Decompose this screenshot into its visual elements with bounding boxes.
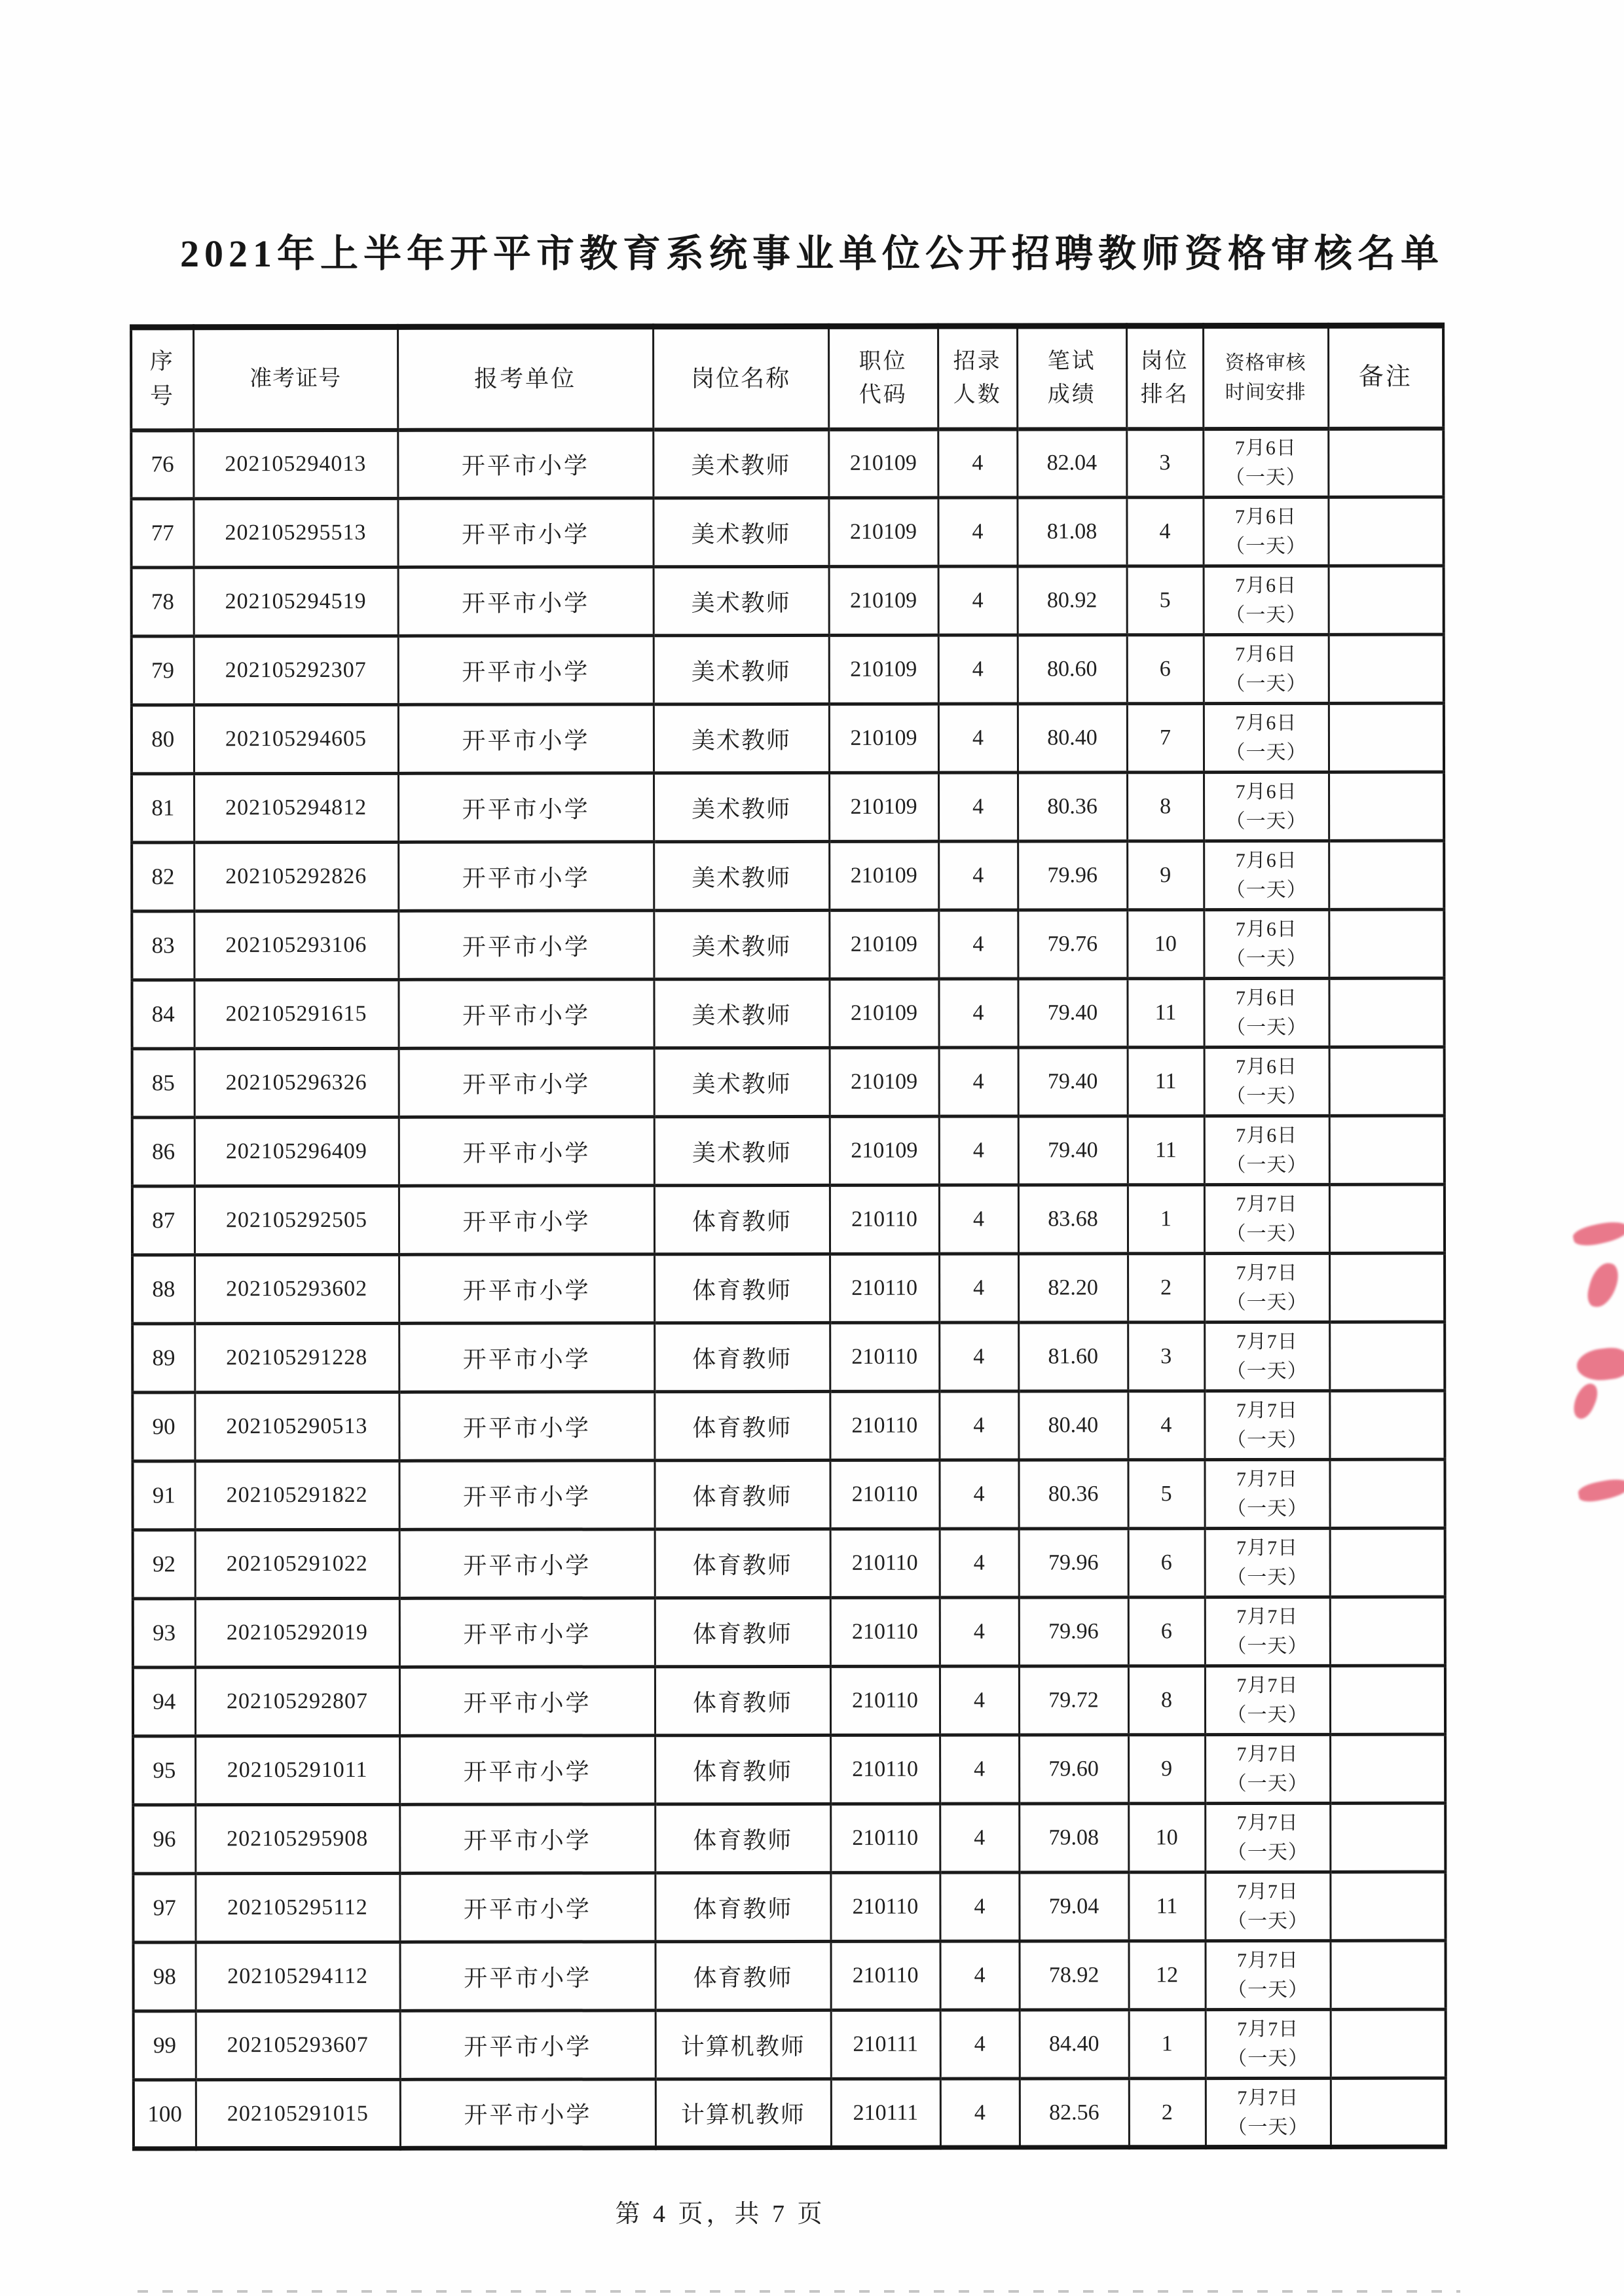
cell-recruit: 4	[940, 1872, 1019, 1941]
cell-remark	[1329, 1459, 1445, 1528]
table-row	[134, 2009, 1446, 2080]
table-row	[132, 909, 1444, 980]
cell-rank: 8	[1127, 773, 1204, 841]
cell-ticket: 202105293602	[194, 1254, 399, 1323]
cell-score: 79.72	[1019, 1666, 1128, 1735]
cell-score: 81.08	[1017, 498, 1126, 566]
cell-recruit: 4	[940, 2010, 1020, 2079]
cell-position: 体育教师	[655, 1735, 830, 1804]
cell-recruit: 4	[939, 1391, 1018, 1460]
cell-score: 80.60	[1018, 635, 1127, 704]
cell-recruit: 4	[939, 1185, 1018, 1254]
cell-seq: 84	[132, 980, 194, 1049]
cell-code: 210109	[829, 635, 938, 704]
table-body	[131, 428, 1446, 2149]
cell-score: 84.40	[1020, 2010, 1129, 2079]
cell-code: 210109	[829, 841, 938, 910]
cell-code: 210110	[830, 1666, 940, 1735]
cell-ticket: 202105294112	[196, 1942, 400, 2011]
cell-code: 210110	[830, 1254, 939, 1322]
cell-seq: 80	[132, 705, 194, 774]
page-title: 2021年上半年开平市教育系统事业单位公开招聘教师资格审核名单	[179, 232, 1444, 275]
cell-schedule: 7月7日 （一天）	[1204, 1391, 1329, 1459]
cell-unit: 开平市小学	[398, 979, 654, 1049]
cell-schedule: 7月7日 （一天）	[1205, 1872, 1330, 1941]
table-row	[132, 772, 1444, 843]
table-row	[133, 1803, 1445, 1874]
table-row	[132, 1184, 1445, 1255]
cell-rank: 12	[1129, 1941, 1206, 2010]
cell-remark	[1328, 497, 1443, 566]
cell-score: 79.04	[1019, 1872, 1128, 1941]
cell-seq: 92	[133, 1530, 195, 1599]
cell-ticket: 202105293607	[196, 2011, 400, 2079]
cell-ticket: 202105290513	[194, 1392, 399, 1461]
cell-schedule: 7月7日 （一天）	[1204, 1184, 1329, 1253]
cell-unit: 开平市小学	[399, 1873, 655, 1942]
cell-schedule: 7月7日 （一天）	[1206, 2078, 1331, 2147]
cell-schedule: 7月6日 （一天）	[1204, 566, 1329, 634]
cell-code: 210110	[830, 1804, 940, 1872]
cell-schedule: 7月7日 （一天）	[1206, 2009, 1331, 2078]
cell-position: 美术教师	[654, 841, 829, 910]
cell-remark	[1329, 1391, 1445, 1459]
cell-code: 210109	[829, 773, 938, 841]
table-row	[132, 634, 1444, 705]
cell-code: 210110	[830, 1391, 939, 1460]
cell-recruit: 4	[940, 1735, 1019, 1804]
cell-schedule: 7月7日 （一天）	[1205, 1597, 1330, 1666]
cell-ticket: 202105294605	[194, 704, 398, 773]
cell-position: 美术教师	[654, 635, 829, 704]
cell-seq: 91	[132, 1461, 194, 1530]
cell-ticket: 202105295513	[193, 498, 397, 567]
cell-unit: 开平市小学	[400, 2079, 655, 2149]
column-header-remark: 备注	[1328, 325, 1443, 428]
cell-score: 79.76	[1018, 910, 1127, 979]
cell-ticket: 202105295908	[195, 1804, 399, 1873]
cell-schedule: 7月6日 （一天）	[1204, 1116, 1329, 1184]
table-row	[132, 1047, 1445, 1118]
table-row	[134, 1941, 1446, 2011]
cell-position: 体育教师	[654, 1322, 830, 1391]
cell-ticket: 202105291022	[195, 1529, 399, 1598]
cell-rank: 8	[1128, 1666, 1205, 1735]
cell-unit: 开平市小学	[399, 1186, 654, 1255]
cell-score: 79.40	[1018, 979, 1127, 1048]
cell-seq: 85	[132, 1049, 194, 1118]
table-row	[133, 1734, 1445, 1805]
table-container	[130, 323, 1445, 2151]
cell-code: 210109	[829, 979, 938, 1048]
cell-schedule: 7月7日 （一天）	[1204, 1253, 1329, 1322]
cell-schedule: 7月7日 （一天）	[1205, 1734, 1330, 1803]
cell-rank: 6	[1127, 635, 1204, 704]
cell-seq: 94	[133, 1667, 195, 1736]
cell-remark	[1330, 1872, 1445, 1941]
cell-remark	[1329, 634, 1444, 703]
cell-remark	[1330, 1734, 1445, 1803]
page-footer: 第 4 页，共 7 页	[615, 2200, 826, 2228]
cell-position: 体育教师	[655, 1666, 830, 1735]
cell-schedule: 7月7日 （一天）	[1205, 1666, 1330, 1734]
cell-unit: 开平市小学	[398, 911, 654, 980]
cell-rank: 10	[1127, 910, 1204, 979]
cell-score: 79.96	[1019, 1597, 1128, 1666]
cell-code: 210110	[831, 1941, 940, 2010]
cell-position: 美术教师	[654, 566, 829, 635]
cell-rank: 6	[1128, 1597, 1205, 1666]
cell-rank: 10	[1128, 1804, 1205, 1872]
cell-position: 体育教师	[655, 1597, 830, 1666]
table-row	[132, 1116, 1445, 1186]
cell-unit: 开平市小学	[398, 842, 654, 911]
table-row	[134, 2078, 1446, 2149]
cell-unit: 开平市小学	[399, 1667, 655, 1736]
cell-rank: 5	[1128, 1460, 1204, 1529]
header-row	[131, 325, 1443, 430]
cell-code: 210111	[831, 2079, 940, 2147]
cell-unit: 开平市小学	[399, 1529, 655, 1599]
column-header-position: 岗位名称	[653, 326, 828, 429]
column-header-rank: 岗位 排名	[1126, 326, 1203, 429]
cell-seq: 98	[134, 1942, 196, 2011]
cell-position: 体育教师	[654, 1254, 830, 1322]
cell-position: 美术教师	[653, 498, 828, 566]
cell-schedule: 7月6日 （一天）	[1204, 841, 1329, 909]
cell-recruit: 4	[940, 2079, 1020, 2147]
cell-unit: 开平市小学	[399, 1323, 654, 1393]
cell-unit: 开平市小学	[399, 1392, 654, 1461]
cell-rank: 7	[1127, 704, 1204, 773]
cell-unit: 开平市小学	[400, 1942, 655, 2011]
cell-schedule: 7月6日 （一天）	[1204, 909, 1329, 978]
column-header-unit: 报考单位	[397, 327, 653, 430]
cell-schedule: 7月6日 （一天）	[1203, 428, 1328, 497]
cell-code: 210109	[829, 704, 938, 773]
table-row	[133, 1872, 1445, 1942]
cell-unit: 开平市小学	[399, 1461, 654, 1530]
cell-recruit: 4	[940, 1804, 1019, 1872]
cell-position: 体育教师	[654, 1391, 830, 1460]
cell-unit: 开平市小学	[398, 704, 654, 774]
cell-ticket: 202105292019	[195, 1598, 399, 1667]
cell-ticket: 202105294013	[193, 429, 397, 498]
cell-rank: 1	[1128, 1185, 1204, 1254]
cell-ticket: 202105292505	[194, 1186, 399, 1254]
red-ink-mark-3	[1575, 1345, 1624, 1383]
cell-schedule: 7月7日 （一天）	[1205, 1803, 1330, 1872]
cell-code: 210109	[828, 498, 938, 566]
cell-recruit: 4	[938, 979, 1018, 1048]
cell-score: 80.36	[1018, 1460, 1128, 1529]
cell-unit: 开平市小学	[398, 636, 654, 705]
cell-rank: 5	[1127, 566, 1204, 635]
red-ink-mark-4	[1569, 1380, 1602, 1421]
cell-remark	[1330, 1666, 1445, 1734]
cell-recruit: 4	[938, 773, 1018, 841]
cell-seq: 77	[131, 499, 193, 568]
cell-code: 210109	[829, 566, 938, 635]
cell-seq: 93	[133, 1599, 195, 1667]
cell-unit: 开平市小学	[399, 1804, 655, 1874]
cell-rank: 11	[1127, 979, 1204, 1048]
cell-schedule: 7月6日 （一天）	[1203, 497, 1328, 566]
cell-position: 体育教师	[655, 1529, 830, 1597]
cell-remark	[1329, 772, 1444, 841]
cell-score: 79.96	[1019, 1529, 1128, 1597]
cell-recruit: 4	[939, 1048, 1018, 1116]
cell-seq: 83	[132, 911, 194, 980]
column-header-score: 笔试 成绩	[1017, 326, 1126, 429]
cell-score: 79.40	[1018, 1116, 1128, 1185]
cell-seq: 81	[132, 774, 194, 843]
cell-recruit: 4	[938, 566, 1018, 635]
cell-ticket: 202105292307	[194, 636, 398, 704]
cell-seq: 96	[133, 1805, 195, 1874]
cell-remark	[1329, 841, 1444, 909]
cell-ticket: 202105293106	[194, 911, 398, 979]
cell-unit: 开平市小学	[397, 429, 653, 499]
cell-schedule: 7月6日 （一天）	[1204, 978, 1329, 1047]
table-row	[133, 1528, 1445, 1599]
cell-rank: 11	[1128, 1048, 1204, 1116]
cell-score: 82.20	[1018, 1254, 1128, 1322]
cell-code: 210110	[830, 1322, 939, 1391]
cell-code: 210110	[830, 1185, 939, 1254]
cell-position: 体育教师	[655, 1872, 830, 1941]
cell-unit: 开平市小学	[399, 1254, 654, 1324]
cell-score: 80.40	[1018, 704, 1127, 773]
cell-seq: 90	[132, 1393, 194, 1461]
cell-remark	[1329, 1322, 1445, 1391]
cell-ticket: 202105296409	[194, 1117, 399, 1186]
red-ink-mark-5	[1577, 1476, 1624, 1504]
cell-ticket: 202105294519	[194, 567, 398, 636]
cell-recruit: 4	[938, 704, 1018, 773]
cell-ticket: 202105291822	[194, 1461, 399, 1529]
cell-unit: 开平市小学	[399, 1598, 655, 1667]
table-row	[132, 703, 1444, 774]
cell-rank: 11	[1128, 1116, 1204, 1185]
cell-remark	[1329, 1047, 1445, 1116]
cell-score: 80.92	[1018, 566, 1127, 635]
review-table	[130, 323, 1447, 2151]
table-row	[132, 566, 1444, 636]
scan-artifact-line	[138, 2290, 1460, 2293]
cell-position: 计算机教师	[655, 2010, 831, 2079]
cell-seq: 99	[134, 2011, 196, 2080]
cell-rank: 2	[1128, 1254, 1204, 1322]
cell-code: 210110	[830, 1597, 940, 1666]
red-ink-mark-2	[1585, 1260, 1621, 1311]
red-ink-mark-1	[1572, 1218, 1624, 1250]
cell-ticket: 202105294812	[194, 773, 398, 842]
cell-remark	[1330, 1803, 1445, 1872]
cell-recruit: 4	[939, 1460, 1018, 1529]
cell-score: 78.92	[1020, 1941, 1129, 2010]
table-row	[132, 1459, 1445, 1530]
column-header-code: 职位 代码	[828, 326, 938, 429]
cell-recruit: 4	[939, 1116, 1018, 1185]
cell-score: 79.60	[1019, 1735, 1128, 1804]
cell-unit: 开平市小学	[398, 773, 654, 843]
cell-remark	[1330, 1528, 1445, 1597]
cell-score: 81.60	[1018, 1322, 1128, 1391]
cell-recruit: 4	[938, 910, 1018, 979]
cell-unit: 开平市小学	[397, 498, 653, 568]
cell-rank: 4	[1128, 1391, 1204, 1460]
cell-remark	[1329, 1253, 1445, 1322]
column-header-ticket: 准考证号	[193, 327, 397, 429]
cell-recruit: 4	[940, 1941, 1020, 2010]
cell-score: 79.08	[1019, 1804, 1128, 1872]
cell-seq: 82	[132, 843, 194, 911]
cell-remark	[1329, 1116, 1445, 1184]
cell-rank: 11	[1128, 1872, 1205, 1941]
cell-remark	[1328, 428, 1443, 497]
cell-ticket: 202105295112	[195, 1873, 399, 1942]
table-row	[131, 428, 1443, 499]
cell-seq: 79	[132, 636, 194, 705]
cell-code: 210109	[830, 1116, 939, 1185]
table-row	[133, 1666, 1445, 1736]
cell-rank: 6	[1128, 1529, 1205, 1597]
cell-score: 82.04	[1017, 429, 1126, 498]
cell-code: 210109	[829, 910, 938, 979]
cell-seq: 89	[132, 1324, 194, 1393]
cell-remark	[1329, 1184, 1445, 1253]
cell-unit: 开平市小学	[398, 567, 654, 636]
cell-code: 210109	[828, 429, 938, 498]
table-row	[132, 978, 1444, 1049]
cell-score: 80.36	[1018, 773, 1127, 841]
cell-seq: 88	[132, 1255, 194, 1324]
table-row	[132, 841, 1444, 911]
cell-schedule: 7月7日 （一天）	[1206, 1941, 1331, 2009]
cell-code: 210110	[830, 1735, 940, 1804]
cell-recruit: 4	[940, 1529, 1019, 1597]
cell-remark	[1331, 2009, 1446, 2078]
table-row	[132, 1322, 1445, 1393]
cell-ticket: 202105292826	[194, 842, 398, 911]
cell-code: 210109	[830, 1048, 939, 1116]
cell-code: 210110	[830, 1460, 939, 1529]
cell-schedule: 7月7日 （一天）	[1205, 1528, 1330, 1597]
cell-position: 体育教师	[655, 1941, 831, 2010]
cell-schedule: 7月7日 （一天）	[1204, 1459, 1329, 1528]
cell-rank: 1	[1129, 2010, 1206, 2079]
cell-ticket: 202105291011	[195, 1736, 399, 1804]
cell-schedule: 7月6日 （一天）	[1204, 634, 1329, 703]
cell-seq: 100	[134, 2080, 196, 2149]
cell-schedule: 7月6日 （一天）	[1204, 703, 1329, 772]
cell-rank: 9	[1128, 1735, 1205, 1804]
table-row	[131, 497, 1443, 568]
cell-seq: 87	[132, 1186, 194, 1255]
cell-unit: 开平市小学	[399, 1048, 654, 1118]
cell-position: 体育教师	[655, 1804, 830, 1872]
cell-recruit: 4	[938, 498, 1017, 566]
cell-seq: 95	[133, 1736, 195, 1805]
cell-rank: 4	[1126, 498, 1203, 566]
cell-code: 210111	[831, 2010, 940, 2079]
cell-recruit: 4	[938, 429, 1017, 498]
cell-remark	[1329, 909, 1444, 978]
cell-recruit: 4	[940, 1666, 1019, 1735]
cell-schedule: 7月6日 （一天）	[1204, 1047, 1329, 1116]
cell-position: 美术教师	[654, 1116, 830, 1185]
cell-code: 210110	[830, 1529, 940, 1597]
cell-recruit: 4	[938, 841, 1018, 910]
cell-ticket: 202105291228	[194, 1323, 399, 1392]
cell-rank: 9	[1127, 841, 1204, 910]
cell-score: 79.96	[1018, 841, 1127, 910]
cell-position: 美术教师	[654, 910, 829, 979]
cell-remark	[1329, 566, 1444, 634]
table-row	[132, 1391, 1445, 1461]
table-row	[132, 1253, 1445, 1324]
cell-schedule: 7月7日 （一天）	[1204, 1322, 1329, 1391]
cell-position: 美术教师	[654, 773, 829, 841]
cell-ticket: 202105292807	[195, 1667, 399, 1736]
cell-score: 79.40	[1018, 1048, 1128, 1116]
cell-remark	[1330, 1597, 1445, 1666]
cell-score: 83.68	[1018, 1185, 1128, 1254]
cell-unit: 开平市小学	[399, 1117, 654, 1186]
cell-remark	[1331, 1941, 1446, 2009]
cell-recruit: 4	[940, 1597, 1019, 1666]
cell-score: 82.56	[1020, 2079, 1129, 2147]
cell-seq: 78	[132, 568, 194, 636]
cell-ticket: 202105296326	[194, 1048, 399, 1117]
cell-rank: 3	[1126, 429, 1203, 498]
cell-unit: 开平市小学	[399, 1736, 655, 1805]
cell-schedule: 7月6日 （一天）	[1204, 772, 1329, 841]
cell-position: 美术教师	[654, 704, 829, 773]
cell-position: 体育教师	[654, 1185, 830, 1254]
column-header-recruit: 招录 人数	[938, 326, 1017, 429]
cell-recruit: 4	[939, 1322, 1018, 1391]
cell-remark	[1331, 2078, 1446, 2147]
cell-rank: 3	[1128, 1322, 1204, 1391]
cell-score: 80.40	[1018, 1391, 1128, 1460]
cell-seq: 86	[132, 1118, 194, 1186]
cell-position: 美术教师	[654, 1048, 830, 1116]
cell-seq: 97	[133, 1874, 195, 1942]
cell-seq: 76	[131, 430, 193, 499]
cell-remark	[1329, 978, 1444, 1047]
cell-unit: 开平市小学	[400, 2011, 655, 2080]
cell-ticket: 202105291615	[194, 979, 398, 1048]
cell-position: 体育教师	[654, 1460, 830, 1529]
cell-rank: 2	[1129, 2079, 1206, 2147]
cell-remark	[1329, 703, 1444, 772]
cell-position: 美术教师	[654, 979, 829, 1048]
table-row	[133, 1597, 1445, 1667]
column-header-schedule: 资格审核 时间安排	[1203, 325, 1328, 428]
column-header-seq: 序 号	[131, 327, 193, 430]
cell-position: 计算机教师	[655, 2079, 831, 2147]
cell-recruit: 4	[938, 635, 1018, 704]
cell-position: 美术教师	[653, 429, 828, 498]
cell-recruit: 4	[939, 1254, 1018, 1322]
cell-code: 210110	[830, 1872, 940, 1941]
cell-ticket: 202105291015	[196, 2079, 400, 2148]
